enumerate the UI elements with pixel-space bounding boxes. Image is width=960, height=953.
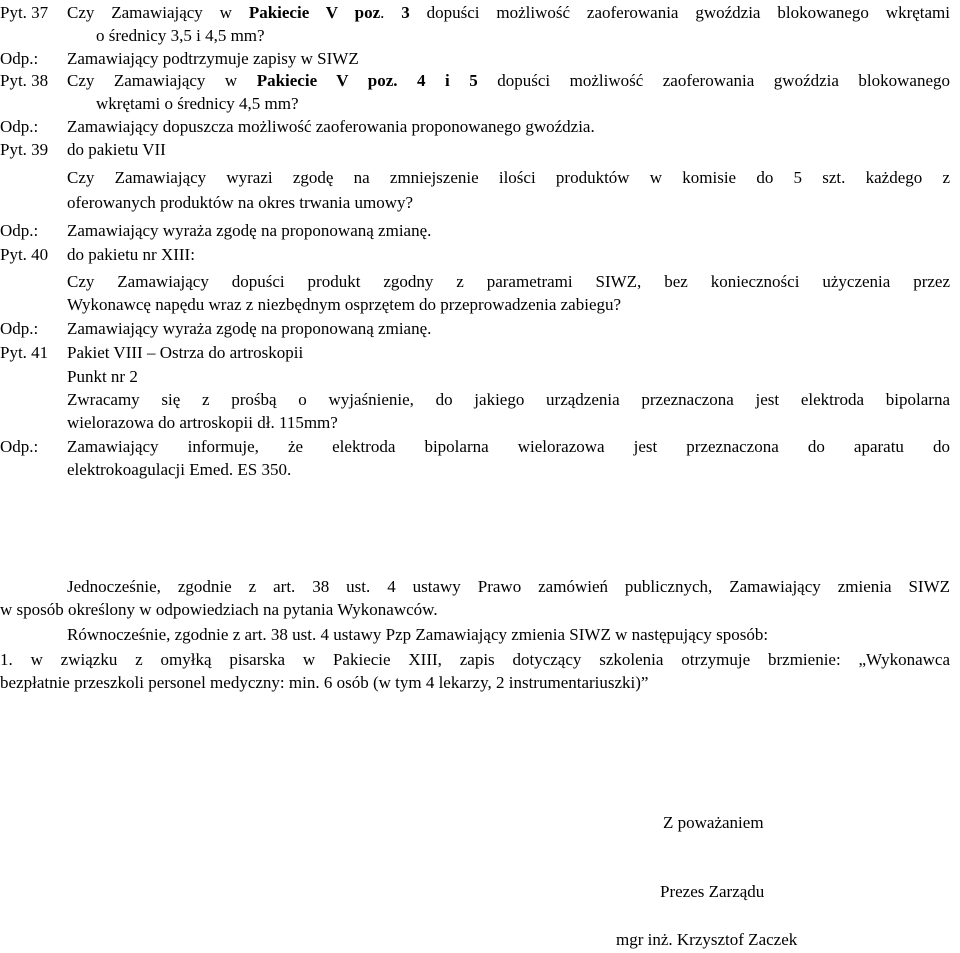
answer-text: Zamawiający podtrzymuje zapisy w SIWZ <box>67 49 359 68</box>
question-heading: do pakietu VII <box>67 140 166 159</box>
signature-role: Prezes Zarządu <box>660 882 765 901</box>
question-body: Zwracamy się z prośbą o wyjaśnienie, do jakiego urządzenia przeznaczona jest elektroda bipolarna <box>67 390 950 409</box>
answer-label: Odp.: <box>0 319 39 338</box>
answer-text: Zamawiający informuje, że elektroda bipolarna wielorazowa jest przeznaczona do aparatu do <box>67 437 950 456</box>
closing-paragraph-2: Równocześnie, zgodnie z art. 38 ust. 4 ustawy Pzp Zamawiający zmienia SIWZ w następujący sposób: <box>67 625 769 644</box>
question-subheading: Punkt nr 2 <box>67 367 138 386</box>
question-text-part: Czy Zamawiający w <box>67 3 249 22</box>
question-text-bold: 4 i 5 <box>417 71 478 90</box>
closing-paragraph-3-continuation: bezpłatnie przeszkoli personel medyczny: min. 6 osób (w tym 4 lekarzy, 2 instrumentariuszki)” <box>0 673 649 692</box>
question-text-continuation: o średnicy 3,5 i 4,5 mm? <box>96 26 265 45</box>
closing-paragraph-1-continuation: w sposób określony w odpowiedziach na pytania Wykonawców. <box>0 600 438 619</box>
question-text-continuation: wkrętami o średnicy 4,5 mm? <box>96 94 299 113</box>
question-body: Wykonawcę napędu wraz z niezbędnym osprzętem do przeprowadzenia zabiegu? <box>67 295 622 314</box>
question-text-part: dopuści możliwość zaoferowania gwoździa blokowanego wkrętami <box>409 3 951 22</box>
question-text-part: Czy Zamawiający w <box>67 71 257 90</box>
signature-name: mgr inż. Krzysztof Zaczek <box>616 930 798 949</box>
question-text <box>67 70 950 92</box>
question-text-bold: Pakiecie V poz <box>248 3 381 22</box>
question-body: Czy Zamawiający dopuści produkt zgodny z parametrami SIWZ, bez konieczności użyczenia przez <box>67 272 950 291</box>
question-text-part: . <box>380 3 402 22</box>
question-label: Pyt. 37 <box>0 3 49 22</box>
question-text-bold: Pakiecie V poz. <box>256 71 398 90</box>
answer-label: Odp.: <box>0 117 39 136</box>
answer-text: Zamawiający wyraża zgodę na proponowaną zmianę. <box>67 319 432 338</box>
question-body: oferowanych produktów na okres trwania umowy? <box>67 193 414 212</box>
answer-text: Zamawiający dopuszcza możliwość zaoferowania proponowanego gwoździa. <box>67 117 595 136</box>
answer-label: Odp.: <box>0 221 39 240</box>
question-heading: Pakiet VIII – Ostrza do artroskopii <box>67 343 304 362</box>
answer-text: Zamawiający wyraża zgodę na proponowaną zmianę. <box>67 221 432 240</box>
question-heading: do pakietu nr XIII: <box>67 245 195 264</box>
question-label: Pyt. 41 <box>0 343 49 362</box>
closing-paragraph-3: 1. w związku z omyłką pisarska w Pakiecie XIII, zapis dotyczący szkolenia otrzymuje brzmienie: „Wykonawca <box>0 650 950 669</box>
question-label: Pyt. 39 <box>0 140 49 159</box>
answer-label: Odp.: <box>0 49 39 68</box>
question-label: Pyt. 40 <box>0 245 49 264</box>
question-body: Czy Zamawiający wyrazi zgodę na zmniejszenie ilości produktów w komisie do 5 szt. każdego z <box>67 168 950 187</box>
question-text-part <box>398 71 418 90</box>
closing-paragraph-1: Jednocześnie, zgodnie z art. 38 ust. 4 ustawy Prawo zamówień publicznych, Zamawiający zmienia SIWZ <box>67 577 950 596</box>
question-text-part: dopuści możliwość zaoferowania gwoździa blokowanego <box>477 71 951 90</box>
answer-text-continuation: elektrokoagulacji Emed. ES 350. <box>67 460 292 479</box>
question-text <box>67 2 950 24</box>
answer-label: Odp.: <box>0 437 39 456</box>
signature-greeting: Z poważaniem <box>663 813 764 832</box>
question-label: Pyt. 38 <box>0 71 49 90</box>
question-text-bold: 3 <box>401 3 410 22</box>
question-body: wielorazowa do artroskopii dł. 115mm? <box>67 413 338 432</box>
